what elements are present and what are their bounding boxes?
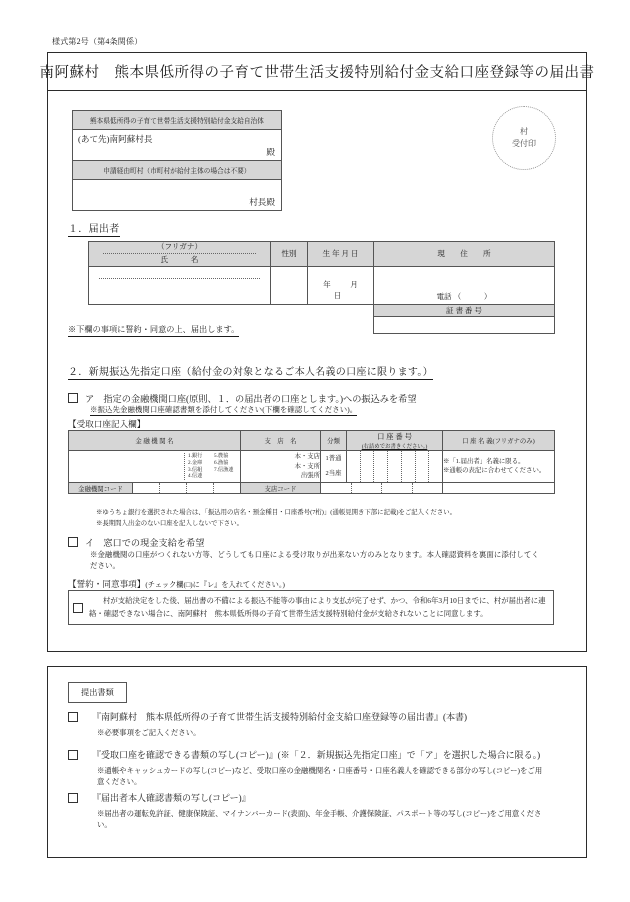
branch-kind-2: 本・支所 <box>294 462 320 470</box>
addressee-field-1[interactable] <box>73 130 281 160</box>
checkbox-pledge-consent[interactable] <box>73 603 83 613</box>
option-a-label: ア 指定の金融機関口座(原則、１．の届出者の口座とします。)への振込みを希望 <box>85 394 417 404</box>
bank-kind-3: 3.信組 <box>188 466 203 473</box>
account-holder-input-cell[interactable] <box>443 483 555 494</box>
branch-kind-1: 本・支店 <box>294 453 320 461</box>
digit-box[interactable] <box>160 483 187 493</box>
pledge-text: 村が支給決定をした後、届出書の不備による振込不能等の事由により支払が完了せず、かつ、令和6年3月10日までに、村が届出者に連絡・確認できない場合に、南阿蘇村 熊本県低所得の子育て世帯生活支援特別給付金が支給されないことに同意します。 <box>89 596 546 618</box>
addressee-suffix-1: 殿 <box>266 147 275 157</box>
telephone-parens: （ ） <box>453 291 492 301</box>
holder-note-2: ※通帳の表記に合わせてください。 <box>443 466 546 474</box>
digit-box[interactable] <box>321 483 352 493</box>
bank-table-input-row <box>69 451 555 483</box>
name-label: 氏 名 <box>103 253 256 265</box>
bank-kind-1: 1.銀行 <box>188 452 203 459</box>
option-a-note: ※振込先金融機関口座確認書類を添付してください(下欄を確認してください)。 <box>90 405 358 414</box>
bank-kind-5: 5.農協 <box>214 452 229 459</box>
addressee-value-row-2 <box>73 180 281 210</box>
section1-heading: １．届出者 <box>68 220 120 237</box>
digit-box[interactable] <box>214 483 240 493</box>
col-header-branch-name: 支 店 名 <box>241 431 321 451</box>
birthdate-input-cell[interactable] <box>308 266 378 304</box>
bank-name-input-cell[interactable] <box>69 451 241 483</box>
bank-table-notes <box>96 508 456 530</box>
gender-input-cell[interactable] <box>271 266 308 304</box>
name-input-cell[interactable] <box>89 266 271 304</box>
document-label-3: 『届出者本人確認書類の写し(コピー)』 <box>92 793 251 803</box>
holder-note-1: ※「1.届出者」名義に限る。 <box>443 457 525 465</box>
digit-box[interactable] <box>429 451 442 482</box>
form-title-bar <box>39 53 595 91</box>
bank-code-digit-boxes <box>133 483 240 493</box>
bank-kind-6: 6.漁協 <box>214 459 229 466</box>
bank-note-2: ※長期間入出金のない口座を記入しないで下さい。 <box>96 519 243 527</box>
checkbox-document-3[interactable] <box>68 793 78 803</box>
bank-note-1: ※ゆうちょ銀行を選択された場合は、「振込用の店名・預金種目・口座番号(7桁)」(通帳見開き下部に記載)をご記入ください。 <box>96 509 456 516</box>
bank-kind-2: 2.金庫 <box>188 459 203 466</box>
col-header-cert-number: 証 書 番 号 <box>374 304 555 316</box>
account-number-label: 口 座 番 号 <box>376 432 413 441</box>
addressee-field-2[interactable] <box>73 180 281 210</box>
addressee-header-row-1 <box>73 111 281 130</box>
col-header-account-type: 分類 <box>321 431 347 451</box>
bank-kind-list <box>184 453 240 480</box>
stamp-line-1: 村 <box>520 127 528 137</box>
digit-box[interactable] <box>382 483 413 493</box>
addressee-value-1: (あて先)南阿蘇村長 <box>78 134 153 144</box>
col-header-address: 現 住 所 <box>374 242 555 267</box>
col-header-account-holder: 口 座 名 義(フリガナのみ) <box>443 431 555 451</box>
form-number: 様式第2号（第4条関係） <box>52 37 143 46</box>
digit-box[interactable] <box>352 483 383 493</box>
digit-box[interactable] <box>133 483 160 493</box>
digit-box[interactable] <box>347 451 361 482</box>
branch-kind-3: 出張所 <box>300 472 320 480</box>
documents-title: 提出書類 <box>68 682 127 703</box>
bank-code-row <box>69 483 555 494</box>
applicant-input-row <box>89 266 555 304</box>
digit-box[interactable] <box>416 451 430 482</box>
addressee-header-2: 申請経由町村（市町村が給付主体の場合は不要） <box>73 161 281 179</box>
bank-table-header-row <box>69 431 555 451</box>
account-number-input-cell[interactable] <box>347 451 443 483</box>
addressee-header-1: 熊本県低所得の子育て世帯生活支援特別給付金支給自治体 <box>73 111 281 129</box>
section1-pledge-note: ※下欄の事項に誓約・同意の上、届出します。 <box>68 324 239 337</box>
digit-box[interactable] <box>413 483 443 493</box>
document-note-1: ※必要事項をご記入ください。 <box>97 728 201 737</box>
branch-name-input-cell[interactable] <box>241 451 321 483</box>
telephone-label: 電話 <box>436 291 452 301</box>
checkbox-option-i[interactable] <box>68 537 78 547</box>
bank-kind-4: 4.信連 <box>188 473 203 480</box>
col-header-gender: 性別 <box>271 242 308 267</box>
document-label-2: 『受取口座を確認できる書類の写し(コピー)』(※「２．新規振込先指定口座」で「ア」を選択した場合に限る。) <box>92 750 541 760</box>
bank-kind-7: 7.信漁連 <box>214 466 234 473</box>
option-i-note: ※金融機関の口座がつくれない方等、どうしても口座による受け取りが出来ない方のみとなります。本人確認資料を裏面に添付してください。 <box>90 550 539 571</box>
branch-code-input-cell[interactable] <box>321 483 443 494</box>
furigana-dotted-line <box>99 278 260 279</box>
account-number-note: (右詰めでお書きください。) <box>361 444 428 450</box>
digit-box[interactable] <box>361 451 375 482</box>
birthdate-units: 年 月 日 <box>323 279 378 300</box>
digit-box[interactable] <box>374 451 388 482</box>
col-header-name <box>89 242 271 267</box>
pledge-label-sub: (チェック欄(□)に『レ』を入れてください。) <box>145 581 285 589</box>
addressee-block <box>72 110 282 211</box>
account-holder-note-cell <box>443 451 555 483</box>
receipt-stamp-circle <box>492 106 556 170</box>
applicant-header-row <box>89 242 555 267</box>
pledge-consent-box[interactable] <box>68 590 554 625</box>
branch-code-digit-boxes <box>321 483 442 493</box>
account-type-1: 1普通 <box>325 455 342 463</box>
address-input-cell[interactable] <box>374 266 555 304</box>
pledge-label-main: 【誓約・同意事項】 <box>68 579 146 589</box>
col-header-birthdate: 生 年 月 日 <box>308 242 374 267</box>
bank-account-table <box>68 430 555 494</box>
document-item-3[interactable] <box>68 791 251 804</box>
applicant-table <box>88 241 555 334</box>
account-box-label: 【受取口座記入欄】 <box>68 419 146 429</box>
cert-number-input-cell[interactable] <box>374 316 555 333</box>
digit-box[interactable] <box>388 451 402 482</box>
account-type-2: 2当座 <box>325 469 342 477</box>
document-note-2: ※通帳やキャッシュカードの写し(コピー)など、受取口座の金融機関名・口座番号・口座名義人を確認できる部分の写し(コピー)をご用意ください。 <box>97 766 543 787</box>
stamp-line-2: 受付印 <box>512 139 536 148</box>
checkbox-document-2[interactable] <box>68 750 78 760</box>
furigana-label: （フリガナ） <box>156 242 203 251</box>
addressee-suffix-2: 村長殿 <box>249 197 275 207</box>
addressee-value-row-1 <box>73 130 281 161</box>
section2-heading: ２．新規振込先指定口座（給付金の対象となるご本人名義の口座に限ります。） <box>68 363 433 380</box>
account-number-digit-boxes <box>347 451 442 482</box>
telephone-row <box>374 291 554 302</box>
addressee-header-row-2 <box>73 161 281 180</box>
option-a-note-wrap <box>90 404 357 415</box>
col-header-account-number <box>347 431 443 451</box>
document-item-2[interactable] <box>68 748 540 761</box>
bank-code-input-cell[interactable] <box>133 483 241 494</box>
checkbox-option-a[interactable] <box>68 393 78 403</box>
cert-header-row <box>89 304 555 316</box>
branch-code-label: 支店コード <box>241 483 321 494</box>
option-i-label: イ 窓口での現金支給を希望 <box>85 538 205 548</box>
digit-box[interactable] <box>402 451 416 482</box>
page-title: 南阿蘇村 熊本県低所得の子育て世帯生活支援特別給付金支給口座登録等の届出書 <box>39 65 595 81</box>
document-label-1: 『南阿蘇村 熊本県低所得の子育て世帯生活支援特別給付金支給口座登録等の届出書』(本書) <box>92 712 467 722</box>
pledge-section-label <box>68 578 285 590</box>
col-header-bank-name: 金 融 機 関 名 <box>69 431 241 451</box>
account-type-input-cell[interactable] <box>321 451 347 483</box>
bank-code-label: 金融機関コード <box>69 483 133 494</box>
checkbox-document-1[interactable] <box>68 712 78 722</box>
option-a-row[interactable] <box>68 391 417 405</box>
option-i-row[interactable] <box>68 535 204 549</box>
document-item-1[interactable] <box>68 710 467 723</box>
digit-box[interactable] <box>187 483 214 493</box>
document-note-3: ※届出者の運転免許証、健康保険証、マイナンバーカード(表面)、年金手帳、介護保険証、パスポート等の写し(コピー)をご用意ください。 <box>97 809 542 830</box>
